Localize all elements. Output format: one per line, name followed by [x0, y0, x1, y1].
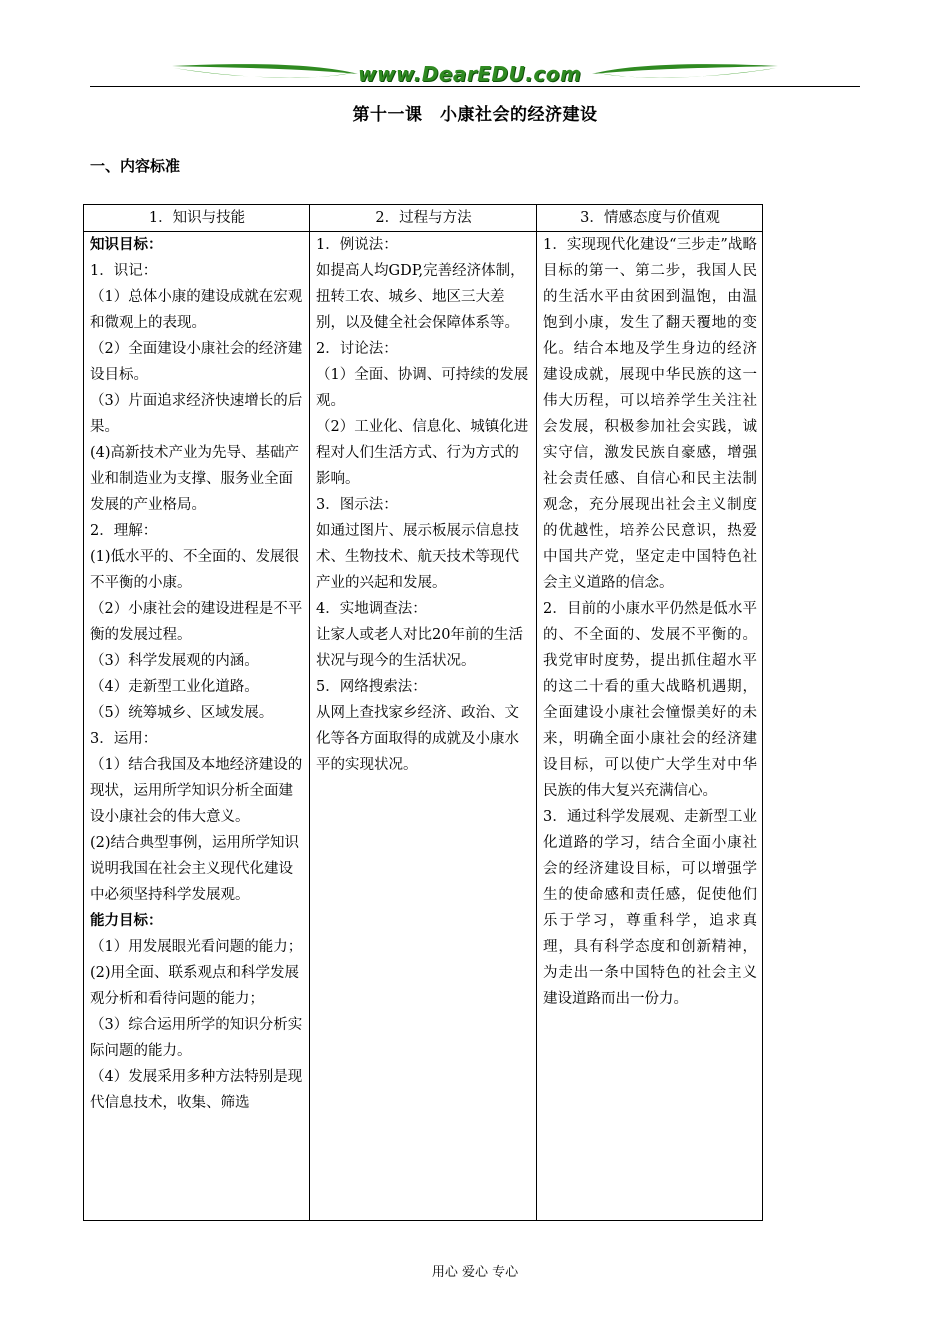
paragraph: （1）全面、协调、可持续的发展观。	[316, 367, 529, 409]
process-methods-cell	[310, 232, 537, 1221]
paragraph: 3．通过科学发展观、走新型工业化道路的学习，结合全面小康社会的经济建设目标，可以增强学生的使命感和责任感，促使他们乐于学习，尊重科学，追求真理，具有科学态度和创新精神，为走出一条中国特色的社会主义建设道路而出一份力。	[543, 809, 757, 1007]
content-standards-table	[83, 204, 763, 1221]
attitude-values-content	[543, 232, 757, 1012]
paragraph: 如提高人均GDP,完善经济体制，扭转工农、城乡、地区三大差别，以及健全社会保障体系等。	[316, 263, 525, 331]
column-header-attitude: 3．情感态度与价值观	[537, 205, 763, 232]
section-heading: 一、内容标准	[90, 157, 181, 175]
paragraph: (2)结合典型事例，运用所学知识说明我国在社会主义现代化建设中必须坚持科学发展观。	[90, 835, 300, 903]
knowledge-skills-content	[90, 232, 304, 1116]
paragraph: (1)低水平的、不全面的、发展很不平衡的小康。	[90, 549, 300, 591]
page-footer: 用心 爱心 专心	[431, 1265, 519, 1280]
column-header-process: 2．过程与方法	[310, 205, 537, 232]
paragraph: 1．实现现代化建设“三步走”战略目标的第一、第二步，我国人民的生活水平由贫困到温饱，由温饱到小康，发生了翻天覆地的变化。结合本地及学生身边的经济建设成就，展现中华民族的这一伟大历程，可以培养学生关注社会发展，积极参加社会实践，诚实守信，激发民族自豪感，增强社会责任感、自信心和民主法制观念，充分展现出社会主义制度的优越性，培养公民意识，热爱中国共产党，坚定走中国特色社会主义道路的信念。	[543, 237, 757, 591]
subheading: 能力目标：	[90, 913, 163, 929]
paragraph: （4）走新型工业化道路。	[90, 679, 259, 695]
paragraph: （5）统筹城乡、区域发展。	[90, 705, 274, 721]
paragraph: （2）工业化、信息化、城镇化进程对人们生活方式、行为方式的影响。	[316, 419, 529, 487]
paragraph: 如通过图片、展示板展示信息技术、生物技术、航天技术等现代产业的兴起和发展。	[316, 523, 519, 591]
table-header-row	[84, 205, 763, 232]
paragraph: 让家人或老人对比20年前的生活状况与现今的生活状况。	[316, 627, 523, 669]
paragraph: （1）总体小康的建设成就在宏观和微观上的表现。	[90, 289, 303, 331]
paragraph: (4)高新技术产业为先导、基础产业和制造业为支撑、服务业全面发展的产业格局。	[90, 445, 300, 513]
paragraph: 1．识记：	[90, 263, 158, 279]
paragraph: （4）发展采用多种方法特别是现代信息技术，收集、筛选	[90, 1069, 303, 1111]
page-title: 第十一课 小康社会的经济建设	[352, 105, 598, 125]
subheading: 知识目标：	[90, 237, 163, 253]
table-row	[84, 232, 763, 1221]
paragraph: 2．讨论法：	[316, 341, 398, 357]
column-header-knowledge: 1．知识与技能	[84, 205, 310, 232]
paragraph: 2．目前的小康水平仍然是低水平的、不全面的、发展不平衡的。我党审时度势，提出抓住超水平的这二十看的重大战略机遇期，全面建设小康社会憧憬美好的未来，明确全面小康社会的经济建设目标，可以使广大学生对中华民族的伟大复兴充满信心。	[543, 601, 757, 799]
paragraph: (2)用全面、联系观点和科学发展观分析和看待问题的能力；	[90, 965, 300, 1007]
paragraph: （3）科学发展观的内涵。	[90, 653, 259, 669]
paragraph: 3．运用：	[90, 731, 158, 747]
site-logo[interactable]: www.DearEDU.com	[358, 62, 582, 86]
paragraph: （1）用发展眼光看问题的能力；	[90, 939, 303, 955]
paragraph: （3）片面追求经济快速增长的后果。	[90, 393, 303, 435]
paragraph: 1．例说法：	[316, 237, 398, 253]
paragraph: 4．实地调查法：	[316, 601, 427, 617]
paragraph: （2）全面建设小康社会的经济建设目标。	[90, 341, 303, 383]
paragraph: 2．理解：	[90, 523, 158, 539]
paragraph: 3．图示法：	[316, 497, 398, 513]
process-methods-content	[316, 232, 531, 778]
paragraph: 从网上查找家乡经济、政治、文化等各方面取得的成就及小康水平的实现状况。	[316, 705, 519, 773]
paragraph: （2）小康社会的建设进程是不平衡的发展过程。	[90, 601, 303, 643]
paragraph: （3）综合运用所学的知识分析实际问题的能力。	[90, 1017, 303, 1059]
header-rule	[90, 86, 860, 87]
attitude-values-cell	[537, 232, 763, 1221]
paragraph: （1）结合我国及本地经济建设的现状，运用所学知识分析全面建设小康社会的伟大意义。	[90, 757, 303, 825]
knowledge-skills-cell	[84, 232, 310, 1221]
paragraph: 5．网络搜索法：	[316, 679, 427, 695]
